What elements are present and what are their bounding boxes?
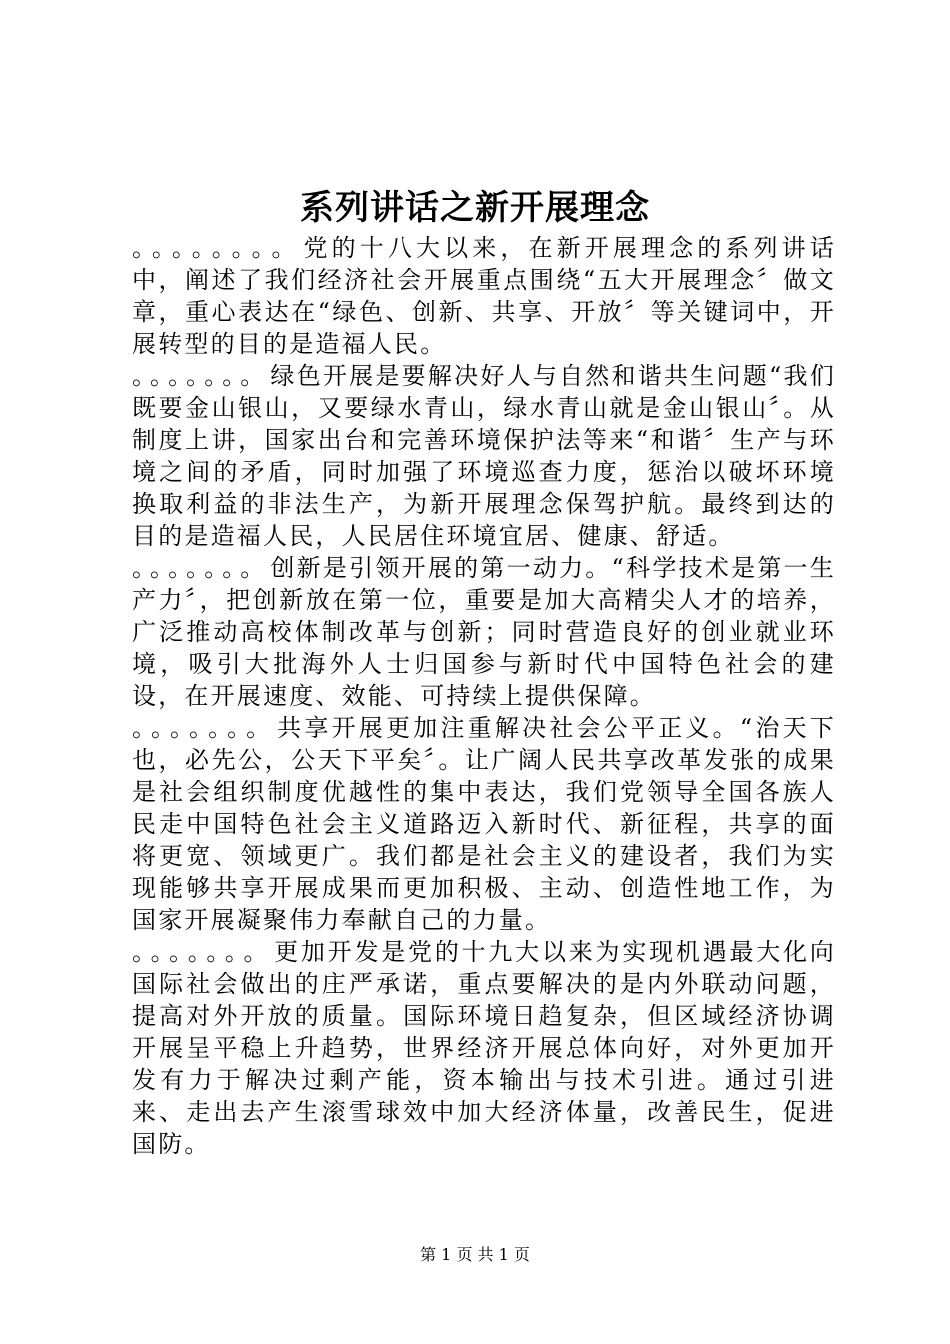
paragraph-lead-dots: 。。。。。。。 (132, 362, 271, 390)
paragraph-lead-dots: 。。。。。。。 (132, 554, 271, 582)
paragraph-lead-dots: 。。。。。。。 (132, 938, 275, 966)
paragraph-2 (132, 360, 836, 552)
paragraph-1 (132, 232, 836, 360)
paragraph-text: 党的十八大以来，在新开展理念的系列讲话中，阐述了我们经济社会开展重点围绕“五大开展理念〞做文章，重心表达在“绿色、创新、共享、开放〞等关键词中，开展转型的目的是造福人民。 (132, 234, 836, 358)
paragraph-text: 创新是引领开展的第一动力。“科学技术是第一生产力〞，把创新放在第一位，重要是加大高精尖人才的培养，广泛推动高校体制改革与创新；同时营造良好的创业就业环境，吸引大批海外人士归国参与新时代中国特色社会的建设，在开展速度、效能、可持续上提供保障。 (132, 554, 837, 710)
paragraph-text: 绿色开展是要解决好人与自然和谐共生问题“我们既要金山银山，又要绿水青山，绿水青山就是金山银山〞。从制度上讲，国家出台和完善环境保护法等来“和谐〞生产与环境之间的矛盾，同时加强了环境巡查力度，惩治以破坏环境换取利益的非法生产，为新开展理念保驾护航。最终到达的目的是造福人民，人民居住环境宜居、健康、舒适。 (132, 362, 837, 550)
paragraph-lead-dots: 。。。。。。。。 (132, 234, 304, 262)
paragraph-3 (132, 552, 836, 712)
paragraph-4 (132, 712, 836, 936)
document-body (132, 232, 836, 1160)
page-footer: 第 1 页 共 1 页 (420, 1245, 530, 1264)
paragraph-text: 共享开展更加注重解决社会公平正义。“治天下也，必先公，公天下平矣〞。让广阔人民共享改革发张的成果是社会组织制度优越性的集中表达，我们党领导全国各族人民走中国特色社会主义道路迈入新时代、新征程，共享的面将更宽、领域更广。我们都是社会主义的建设者，我们为实现能够共享开展成果而更加积极、主动、创造性地工作，为国家开展凝聚伟力奉献自己的力量。 (132, 714, 837, 934)
paragraph-text: 更加开发是党的十九大以来为实现机遇最大化向国际社会做出的庄严承诺，重点要解决的是内外联动问题，提高对外开放的质量。国际环境日趋复杂，但区域经济协调开展呈平稳上升趋势，世界经济开展总体向好，对外更加开发有力于解决过剩产能，资本输出与技术引进。通过引进来、走出去产生滚雪球效中加大经济体量，改善民生，促进国防。 (132, 938, 837, 1158)
paragraph-5 (132, 936, 836, 1160)
document-title: 系列讲话之新开展理念 (300, 188, 650, 228)
paragraph-lead-dots: 。。。。。。。 (132, 714, 278, 742)
